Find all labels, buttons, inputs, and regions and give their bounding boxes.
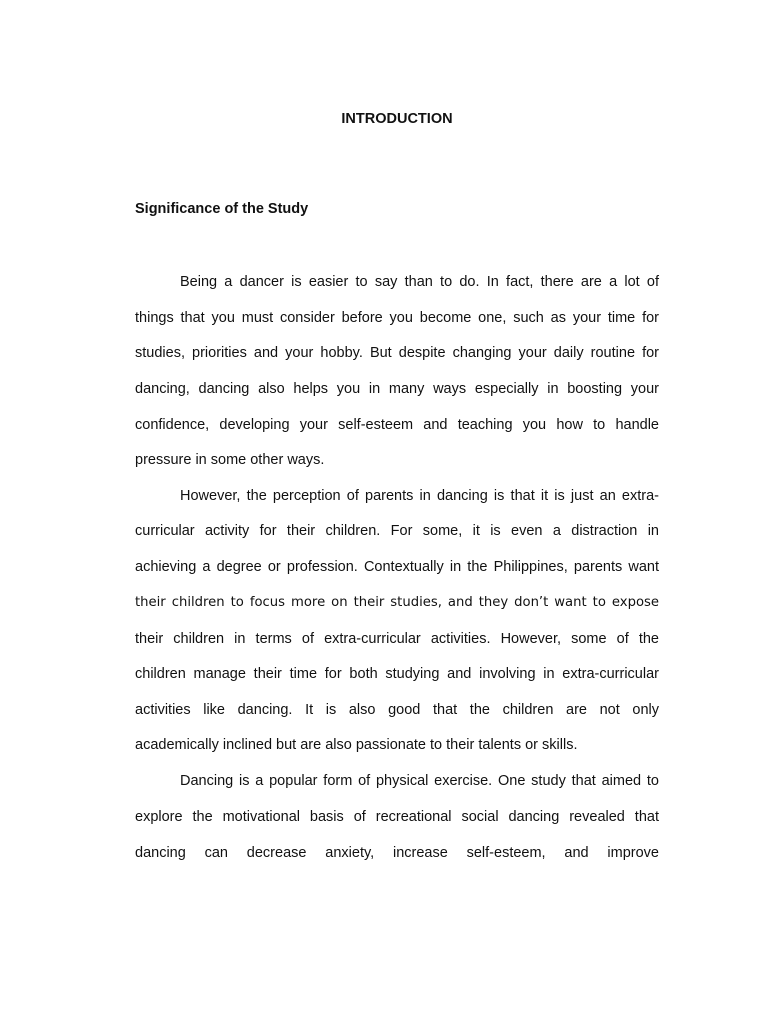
section-heading: Significance of the Study [135,201,309,217]
paragraph-2-line-7: activities like dancing. It is also good that the children are not only [135,702,659,718]
paragraph-1-line-2: things that you must consider before you become one, such as your time for [135,310,659,326]
paragraph-1-line-5: confidence, developing your self-esteem and teaching you how to handle [135,417,659,433]
paragraph-2-line-8: academically inclined but are also passionate to their talents or skills. [135,737,578,753]
paragraph-3-line-3: dancing can decrease anxiety, increase self-esteem, and improve [135,845,659,861]
paragraph-3-line-1: Dancing is a popular form of physical exercise. One study that aimed to [180,773,659,789]
paragraph-2-line-5: their children in terms of extra-curricular activities. However, some of the [135,631,659,647]
paragraph-2-line-3: achieving a degree or profession. Contextually in the Philippines, parents want [135,559,659,575]
paragraph-2-line-4: their children to focus more on their studies, and they don’t want to expose [135,595,659,610]
paragraph-2-line-2: curricular activity for their children. For some, it is even a distraction in [135,523,659,539]
paragraph-2-line-6: children manage their time for both studying and involving in extra-curricular [135,666,659,682]
paragraph-1-line-1: Being a dancer is easier to say than to do. In fact, there are a lot of [180,274,659,290]
paragraph-1-line-6: pressure in some other ways. [135,452,325,468]
page-title: INTRODUCTION [341,111,453,127]
paragraph-3-line-2: explore the motivational basis of recreational social dancing revealed that [135,809,659,825]
paragraph-2-line-1: However, the perception of parents in dancing is that it is just an extra- [180,488,659,504]
paragraph-1-line-4: dancing, dancing also helps you in many ways especially in boosting your [135,381,659,397]
paragraph-1-line-3: studies, priorities and your hobby. But despite changing your daily routine for [135,345,659,361]
